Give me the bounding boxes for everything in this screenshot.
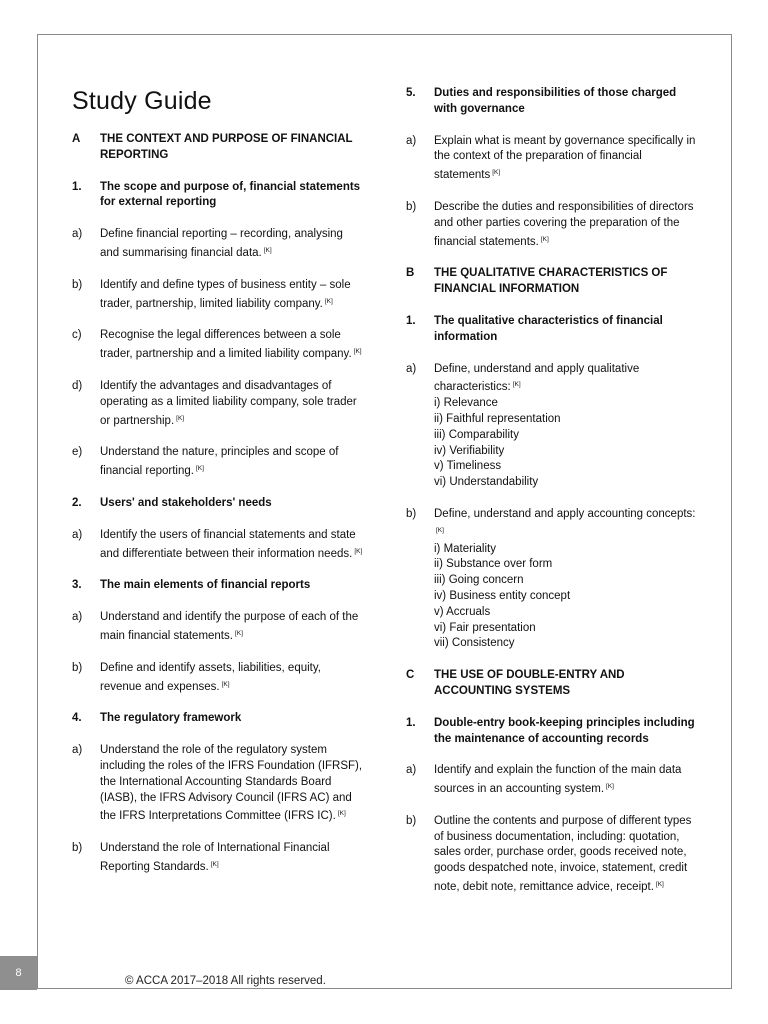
section-a-heading: A THE CONTEXT AND PURPOSE OF FINANCIAL REPORTING xyxy=(72,133,353,161)
knowledge-tag: [K] xyxy=(176,414,185,422)
page-number: 8 xyxy=(0,956,37,990)
topic-4-heading: 4. The regulatory framework xyxy=(72,712,242,725)
topic-1-heading: 1. The scope and purpose of, financial statements for external reporting xyxy=(72,180,361,209)
knowledge-tag: [K] xyxy=(234,629,243,637)
list-item: iii) Going concern xyxy=(434,574,524,587)
outcome-b1a: a) Define, understand and apply qualitative characteristics: [K] i) Relevance ii) Faithful representation iii) Comparability iv) Verifiability v) Timeliness vi) Understandability xyxy=(406,362,698,491)
outcome-c1a: a) Identify and explain the function of the main data sources in an accounting system. [K] xyxy=(406,764,682,796)
list-item: iv) Verifiability xyxy=(434,444,505,457)
knowledge-tag: [K] xyxy=(512,381,521,389)
right-column xyxy=(406,86,698,912)
outcome-2a: a) Identify the users of financial statements and state and differentiate between their information needs. [K] xyxy=(72,528,363,560)
list-item: i) Materiality xyxy=(434,542,496,555)
knowledge-tag: [K] xyxy=(337,810,346,818)
topic-b1-heading: 1. The qualitative characteristics of financial information xyxy=(406,314,663,343)
outcome-5a: a) Explain what is meant by governance specifically in the context of the preparation of financial statements [K] xyxy=(406,134,696,182)
outcome-5b: b) Describe the duties and responsibilities of directors and other parties covering the preparation of the financial statements. [K] xyxy=(406,200,694,248)
list-item: ii) Faithful representation xyxy=(434,412,561,425)
qualitative-characteristics-list xyxy=(434,396,698,491)
outcome-1b: b) Identify and define types of business entity – sole trader, partnership, limited liability company. [K] xyxy=(72,278,351,310)
outcome-1e: e) Understand the nature, principles and scope of financial reporting. [K] xyxy=(72,446,339,478)
knowledge-tag: [K] xyxy=(436,526,444,534)
knowledge-tag: [K] xyxy=(540,235,549,243)
list-item: vi) Understandability xyxy=(434,476,539,489)
list-item: iv) Business entity concept xyxy=(434,589,571,602)
knowledge-tag: [K] xyxy=(195,465,204,473)
knowledge-tag: [K] xyxy=(221,680,230,688)
outcome-3b: b) Define and identify assets, liabilities, equity, revenue and expenses. [K] xyxy=(72,661,321,693)
left-column xyxy=(72,86,364,892)
list-item: i) Relevance xyxy=(434,397,498,410)
outcome-b1b: b) Define, understand and apply accounting concepts:[K] i) Materiality ii) Substance over form iii) Going concern iv) Business entity concept v) Accruals vi) Fair presentation vii) Consistency xyxy=(406,507,698,652)
accounting-concepts-list xyxy=(434,542,698,653)
outcome-1a: a) Define financial reporting – recording, analysing and summarising financial data. [K] xyxy=(72,228,343,259)
outcome-3a: a) Understand and identify the purpose of each of the main financial statements. [K] xyxy=(72,611,359,642)
knowledge-tag: [K] xyxy=(210,860,219,868)
outcome-4b: b) Understand the role of International Financial Reporting Standards. [K] xyxy=(72,842,330,873)
list-item: v) Timeliness xyxy=(434,460,502,473)
topic-3-heading: 3. The main elements of financial reports xyxy=(72,579,311,592)
knowledge-tag: [K] xyxy=(324,297,333,305)
topic-c1-heading: 1. Double-entry book-keeping principles including the maintenance of accounting records xyxy=(406,716,695,745)
list-item: iii) Comparability xyxy=(434,428,519,441)
outcome-1c: c) Recognise the legal differences between a sole trader, partnership and a limited liability company. [K] xyxy=(72,329,362,361)
knowledge-tag: [K] xyxy=(492,169,501,177)
topic-2-heading: 2. Users' and stakeholders' needs xyxy=(72,496,272,509)
knowledge-tag: [K] xyxy=(655,881,664,889)
section-c-heading: C THE USE OF DOUBLE-ENTRY AND ACCOUNTING SYSTEMS xyxy=(406,669,625,697)
knowledge-tag: [K] xyxy=(353,348,362,356)
knowledge-tag: [K] xyxy=(354,547,363,555)
outcome-4a: a) Understand the role of the regulatory system including the roles of the IFRS Foundation (IFRSF), the International Accounting Standards Board (IASB), the IFRS Advisory Council (IFRS AC) and the IFRS Interpretations Committee (IFRS IC). [K] xyxy=(72,744,363,823)
list-item: v) Accruals xyxy=(434,605,491,618)
copyright-notice: © ACCA 2017–2018 All rights reserved. xyxy=(125,975,326,987)
knowledge-tag: [K] xyxy=(263,246,272,254)
page-title: Study Guide xyxy=(72,87,212,115)
outcome-1d: d) Identify the advantages and disadvantages of operating as a limited liability company, sole trader or partnership. [K] xyxy=(72,379,357,427)
list-item: vi) Fair presentation xyxy=(434,621,536,634)
section-b-heading: B THE QUALITATIVE CHARACTERISTICS OF FINANCIAL INFORMATION xyxy=(406,267,668,296)
knowledge-tag: [K] xyxy=(606,783,614,791)
topic-5-heading: 5. Duties and responsibilities of those charged with governance xyxy=(406,87,677,115)
list-item: ii) Substance over form xyxy=(434,558,553,571)
list-item: vii) Consistency xyxy=(434,637,515,650)
outcome-c1b: b) Outline the contents and purpose of different types of business documentation, including: quotation, sales order, purchase order, goods received note, goods despatched note, invoice, statement, credit note, debit note, remittance advice, receipt. [K] xyxy=(406,814,692,894)
